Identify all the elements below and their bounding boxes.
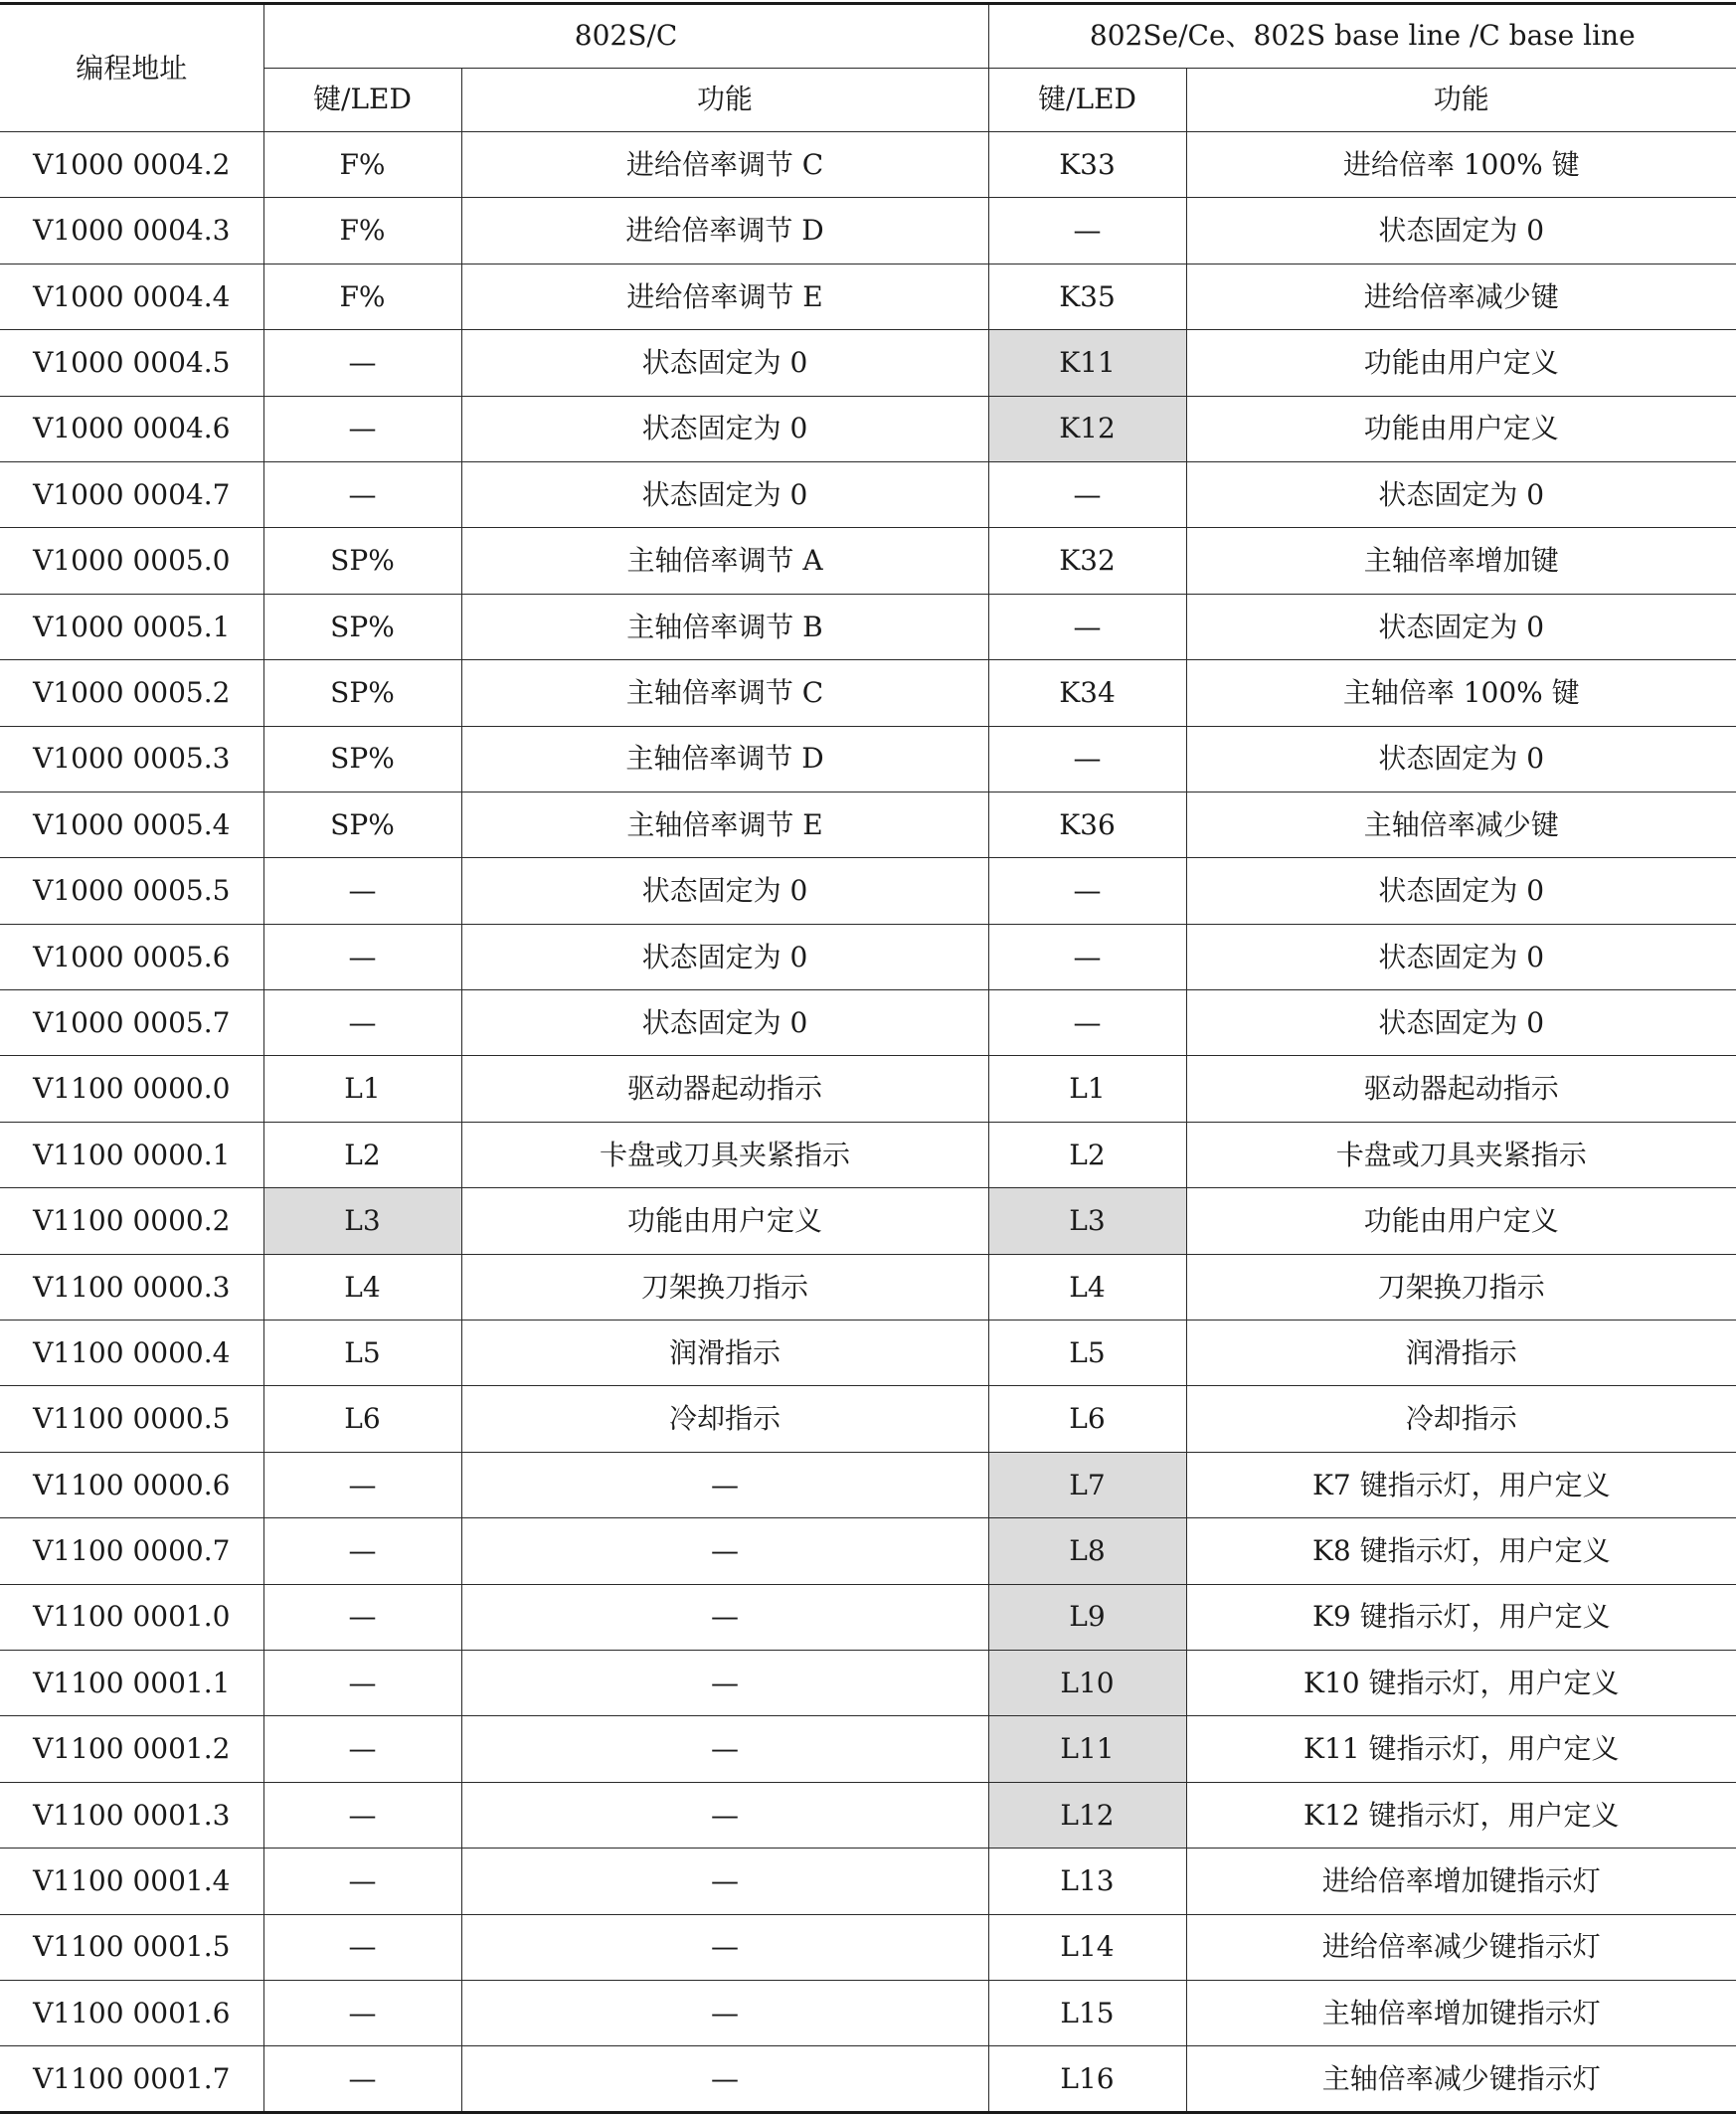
- cell-function-802sece: K11 键指示灯，用户定义: [1186, 1716, 1736, 1782]
- cell-function-802sc: —: [461, 1914, 988, 1980]
- table-row: [0, 1254, 1736, 1320]
- cell-key-led-802sece: L7: [988, 1452, 1186, 1517]
- cell-function-802sece: K12 键指示灯，用户定义: [1186, 1782, 1736, 1848]
- table-row: [0, 1980, 1736, 2045]
- table-row: [0, 1122, 1736, 1187]
- cell-key-led-802sece: L11: [988, 1716, 1186, 1782]
- cell-key-led-802sece: L15: [988, 1980, 1186, 2045]
- table-row: [0, 1518, 1736, 1584]
- cell-function-802sc: 主轴倍率调节 A: [461, 528, 988, 594]
- cell-key-led-802sc: L5: [263, 1321, 461, 1386]
- cell-key-led-802sc: F%: [263, 198, 461, 264]
- cell-address: V1000 0005.1: [0, 594, 263, 659]
- cell-function-802sece: 主轴倍率增加键指示灯: [1186, 1980, 1736, 2045]
- cell-address: V1100 0000.2: [0, 1188, 263, 1254]
- cell-function-802sece: 进给倍率 100% 键: [1186, 132, 1736, 198]
- cell-address: V1000 0005.6: [0, 924, 263, 989]
- header-key-led-1: 键/LED: [263, 68, 461, 132]
- cell-key-led-802sece: L3: [988, 1188, 1186, 1254]
- cell-key-led-802sc: SP%: [263, 660, 461, 726]
- cell-key-led-802sc: SP%: [263, 594, 461, 659]
- cell-address: V1000 0004.4: [0, 264, 263, 329]
- cell-key-led-802sece: L2: [988, 1122, 1186, 1187]
- cell-function-802sece: 进给倍率减少键指示灯: [1186, 1914, 1736, 1980]
- cell-key-led-802sc: SP%: [263, 528, 461, 594]
- cell-function-802sc: 状态固定为 0: [461, 990, 988, 1056]
- cell-key-led-802sc: L6: [263, 1386, 461, 1452]
- cell-address: V1100 0000.6: [0, 1452, 263, 1517]
- cell-address: V1000 0005.2: [0, 660, 263, 726]
- cell-key-led-802sece: K12: [988, 396, 1186, 461]
- table-row: [0, 198, 1736, 264]
- table-row: [0, 1452, 1736, 1517]
- table-row: [0, 990, 1736, 1056]
- cell-key-led-802sc: —: [263, 396, 461, 461]
- cell-key-led-802sece: —: [988, 990, 1186, 1056]
- cell-function-802sece: 状态固定为 0: [1186, 461, 1736, 527]
- cell-function-802sece: 功能由用户定义: [1186, 330, 1736, 396]
- table-row: [0, 2046, 1736, 2112]
- cell-key-led-802sc: —: [263, 1782, 461, 1848]
- table-row: [0, 1716, 1736, 1782]
- cell-function-802sece: 冷却指示: [1186, 1386, 1736, 1452]
- table-row: [0, 1056, 1736, 1122]
- cell-key-led-802sece: L5: [988, 1321, 1186, 1386]
- cell-address: V1100 0000.0: [0, 1056, 263, 1122]
- cell-address: V1100 0000.7: [0, 1518, 263, 1584]
- cell-address: V1100 0001.4: [0, 1849, 263, 1914]
- cell-key-led-802sece: —: [988, 924, 1186, 989]
- cell-key-led-802sece: —: [988, 726, 1186, 792]
- cell-key-led-802sece: L6: [988, 1386, 1186, 1452]
- cell-function-802sc: —: [461, 1980, 988, 2045]
- cell-key-led-802sc: L1: [263, 1056, 461, 1122]
- cell-key-led-802sc: —: [263, 1716, 461, 1782]
- cell-function-802sc: 驱动器起动指示: [461, 1056, 988, 1122]
- header-key-led-2: 键/LED: [988, 68, 1186, 132]
- table-row: [0, 726, 1736, 792]
- cell-function-802sc: 主轴倍率调节 C: [461, 660, 988, 726]
- cell-function-802sc: —: [461, 1716, 988, 1782]
- cell-function-802sc: 润滑指示: [461, 1321, 988, 1386]
- cell-key-led-802sc: L2: [263, 1122, 461, 1187]
- cell-key-led-802sc: —: [263, 1518, 461, 1584]
- cell-address: V1000 0004.2: [0, 132, 263, 198]
- cell-function-802sece: 状态固定为 0: [1186, 990, 1736, 1056]
- table-row: [0, 132, 1736, 198]
- cell-function-802sc: 主轴倍率调节 B: [461, 594, 988, 659]
- cell-function-802sc: 状态固定为 0: [461, 858, 988, 924]
- cell-function-802sece: K8 键指示灯，用户定义: [1186, 1518, 1736, 1584]
- cell-function-802sc: 进给倍率调节 C: [461, 132, 988, 198]
- cell-function-802sece: 进给倍率增加键指示灯: [1186, 1849, 1736, 1914]
- cell-key-led-802sece: —: [988, 198, 1186, 264]
- cell-key-led-802sece: K34: [988, 660, 1186, 726]
- cell-key-led-802sc: —: [263, 2046, 461, 2112]
- table-body: [0, 132, 1736, 2113]
- cell-function-802sc: —: [461, 1518, 988, 1584]
- cell-function-802sece: 状态固定为 0: [1186, 858, 1736, 924]
- cell-function-802sc: 冷却指示: [461, 1386, 988, 1452]
- cell-key-led-802sc: SP%: [263, 726, 461, 792]
- cell-function-802sc: 状态固定为 0: [461, 330, 988, 396]
- table-row: [0, 1584, 1736, 1650]
- cell-key-led-802sece: —: [988, 461, 1186, 527]
- cell-function-802sc: 主轴倍率调节 D: [461, 726, 988, 792]
- cell-key-led-802sece: —: [988, 858, 1186, 924]
- cell-function-802sece: K7 键指示灯，用户定义: [1186, 1452, 1736, 1517]
- cell-key-led-802sece: L4: [988, 1254, 1186, 1320]
- cell-function-802sc: 刀架换刀指示: [461, 1254, 988, 1320]
- cell-address: V1000 0005.4: [0, 792, 263, 857]
- cell-function-802sc: 状态固定为 0: [461, 396, 988, 461]
- cell-function-802sece: 驱动器起动指示: [1186, 1056, 1736, 1122]
- cell-function-802sece: 状态固定为 0: [1186, 924, 1736, 989]
- cell-address: V1000 0004.5: [0, 330, 263, 396]
- cell-function-802sc: —: [461, 1452, 988, 1517]
- table-row: [0, 330, 1736, 396]
- cell-key-led-802sece: L9: [988, 1584, 1186, 1650]
- table-row: [0, 461, 1736, 527]
- table-row: [0, 1650, 1736, 1715]
- cell-function-802sece: 状态固定为 0: [1186, 198, 1736, 264]
- cell-key-led-802sece: L16: [988, 2046, 1186, 2112]
- cell-address: V1100 0001.5: [0, 1914, 263, 1980]
- cell-key-led-802sc: F%: [263, 264, 461, 329]
- cell-function-802sece: 状态固定为 0: [1186, 594, 1736, 659]
- cell-function-802sece: K9 键指示灯，用户定义: [1186, 1584, 1736, 1650]
- cell-key-led-802sc: —: [263, 1849, 461, 1914]
- cell-key-led-802sece: —: [988, 594, 1186, 659]
- cell-key-led-802sece: L10: [988, 1650, 1186, 1715]
- cell-function-802sece: 刀架换刀指示: [1186, 1254, 1736, 1320]
- cell-key-led-802sc: —: [263, 330, 461, 396]
- table-row: [0, 1849, 1736, 1914]
- cell-key-led-802sece: K11: [988, 330, 1186, 396]
- cell-function-802sc: —: [461, 1584, 988, 1650]
- cell-key-led-802sece: K33: [988, 132, 1186, 198]
- cell-function-802sece: 主轴倍率减少键指示灯: [1186, 2046, 1736, 2112]
- header-function-1: 功能: [461, 68, 988, 132]
- cell-address: V1100 0001.1: [0, 1650, 263, 1715]
- cell-key-led-802sc: L4: [263, 1254, 461, 1320]
- cell-key-led-802sc: —: [263, 924, 461, 989]
- cell-key-led-802sece: K32: [988, 528, 1186, 594]
- cell-address: V1000 0004.7: [0, 461, 263, 527]
- cell-key-led-802sc: —: [263, 1650, 461, 1715]
- cell-key-led-802sc: —: [263, 990, 461, 1056]
- header-group-802sc: 802S/C: [263, 4, 988, 69]
- header-row-groups: [0, 4, 1736, 69]
- cell-address: V1100 0001.6: [0, 1980, 263, 2045]
- table-row: [0, 264, 1736, 329]
- cell-address: V1100 0001.2: [0, 1716, 263, 1782]
- cell-function-802sece: 功能由用户定义: [1186, 396, 1736, 461]
- cell-key-led-802sece: L8: [988, 1518, 1186, 1584]
- cell-function-802sc: —: [461, 2046, 988, 2112]
- cell-function-802sc: —: [461, 1650, 988, 1715]
- cell-key-led-802sece: L1: [988, 1056, 1186, 1122]
- cell-address: V1000 0005.5: [0, 858, 263, 924]
- cell-function-802sece: 状态固定为 0: [1186, 726, 1736, 792]
- cell-address: V1100 0001.3: [0, 1782, 263, 1848]
- table-row: [0, 1386, 1736, 1452]
- header-function-2: 功能: [1186, 68, 1736, 132]
- cell-key-led-802sece: L12: [988, 1782, 1186, 1848]
- cell-key-led-802sc: F%: [263, 132, 461, 198]
- cell-address: V1000 0005.0: [0, 528, 263, 594]
- cell-function-802sc: 卡盘或刀具夹紧指示: [461, 1122, 988, 1187]
- cell-function-802sece: 主轴倍率 100% 键: [1186, 660, 1736, 726]
- cell-address: V1100 0000.4: [0, 1321, 263, 1386]
- cell-address: V1000 0004.3: [0, 198, 263, 264]
- cell-address: V1100 0000.1: [0, 1122, 263, 1187]
- cell-key-led-802sc: —: [263, 1914, 461, 1980]
- cell-key-led-802sc: —: [263, 1584, 461, 1650]
- plc-address-table: [0, 2, 1736, 2114]
- cell-function-802sc: 状态固定为 0: [461, 461, 988, 527]
- cell-function-802sc: —: [461, 1782, 988, 1848]
- cell-address: V1000 0005.3: [0, 726, 263, 792]
- table-row: [0, 1188, 1736, 1254]
- cell-function-802sc: 功能由用户定义: [461, 1188, 988, 1254]
- table-row: [0, 1914, 1736, 1980]
- cell-key-led-802sc: —: [263, 461, 461, 527]
- cell-function-802sece: K10 键指示灯，用户定义: [1186, 1650, 1736, 1715]
- cell-address: V1100 0000.5: [0, 1386, 263, 1452]
- table-row: [0, 1321, 1736, 1386]
- cell-key-led-802sece: K36: [988, 792, 1186, 857]
- table-row: [0, 528, 1736, 594]
- cell-function-802sc: 主轴倍率调节 E: [461, 792, 988, 857]
- table-row: [0, 924, 1736, 989]
- table-header: [0, 4, 1736, 132]
- table-row: [0, 396, 1736, 461]
- table-row: [0, 1782, 1736, 1848]
- cell-key-led-802sc: SP%: [263, 792, 461, 857]
- header-group-802sece: 802Se/Ce、802S base line /C base line: [988, 4, 1736, 69]
- cell-function-802sece: 主轴倍率减少键: [1186, 792, 1736, 857]
- table-row: [0, 594, 1736, 659]
- table-row: [0, 660, 1736, 726]
- cell-address: V1000 0005.7: [0, 990, 263, 1056]
- cell-address: V1100 0000.3: [0, 1254, 263, 1320]
- cell-key-led-802sece: L13: [988, 1849, 1186, 1914]
- cell-function-802sc: 进给倍率调节 E: [461, 264, 988, 329]
- cell-function-802sc: —: [461, 1849, 988, 1914]
- cell-address: V1100 0001.7: [0, 2046, 263, 2112]
- cell-key-led-802sc: —: [263, 1980, 461, 2045]
- cell-address: V1000 0004.6: [0, 396, 263, 461]
- table-row: [0, 792, 1736, 857]
- cell-function-802sc: 进给倍率调节 D: [461, 198, 988, 264]
- header-address: 编程地址: [0, 4, 263, 132]
- cell-function-802sece: 功能由用户定义: [1186, 1188, 1736, 1254]
- cell-function-802sece: 主轴倍率增加键: [1186, 528, 1736, 594]
- cell-address: V1100 0001.0: [0, 1584, 263, 1650]
- cell-key-led-802sece: K35: [988, 264, 1186, 329]
- cell-key-led-802sc: —: [263, 858, 461, 924]
- cell-function-802sece: 卡盘或刀具夹紧指示: [1186, 1122, 1736, 1187]
- cell-key-led-802sc: —: [263, 1452, 461, 1517]
- cell-key-led-802sc: L3: [263, 1188, 461, 1254]
- cell-function-802sc: 状态固定为 0: [461, 924, 988, 989]
- cell-function-802sece: 润滑指示: [1186, 1321, 1736, 1386]
- cell-function-802sece: 进给倍率减少键: [1186, 264, 1736, 329]
- table-row: [0, 858, 1736, 924]
- cell-key-led-802sece: L14: [988, 1914, 1186, 1980]
